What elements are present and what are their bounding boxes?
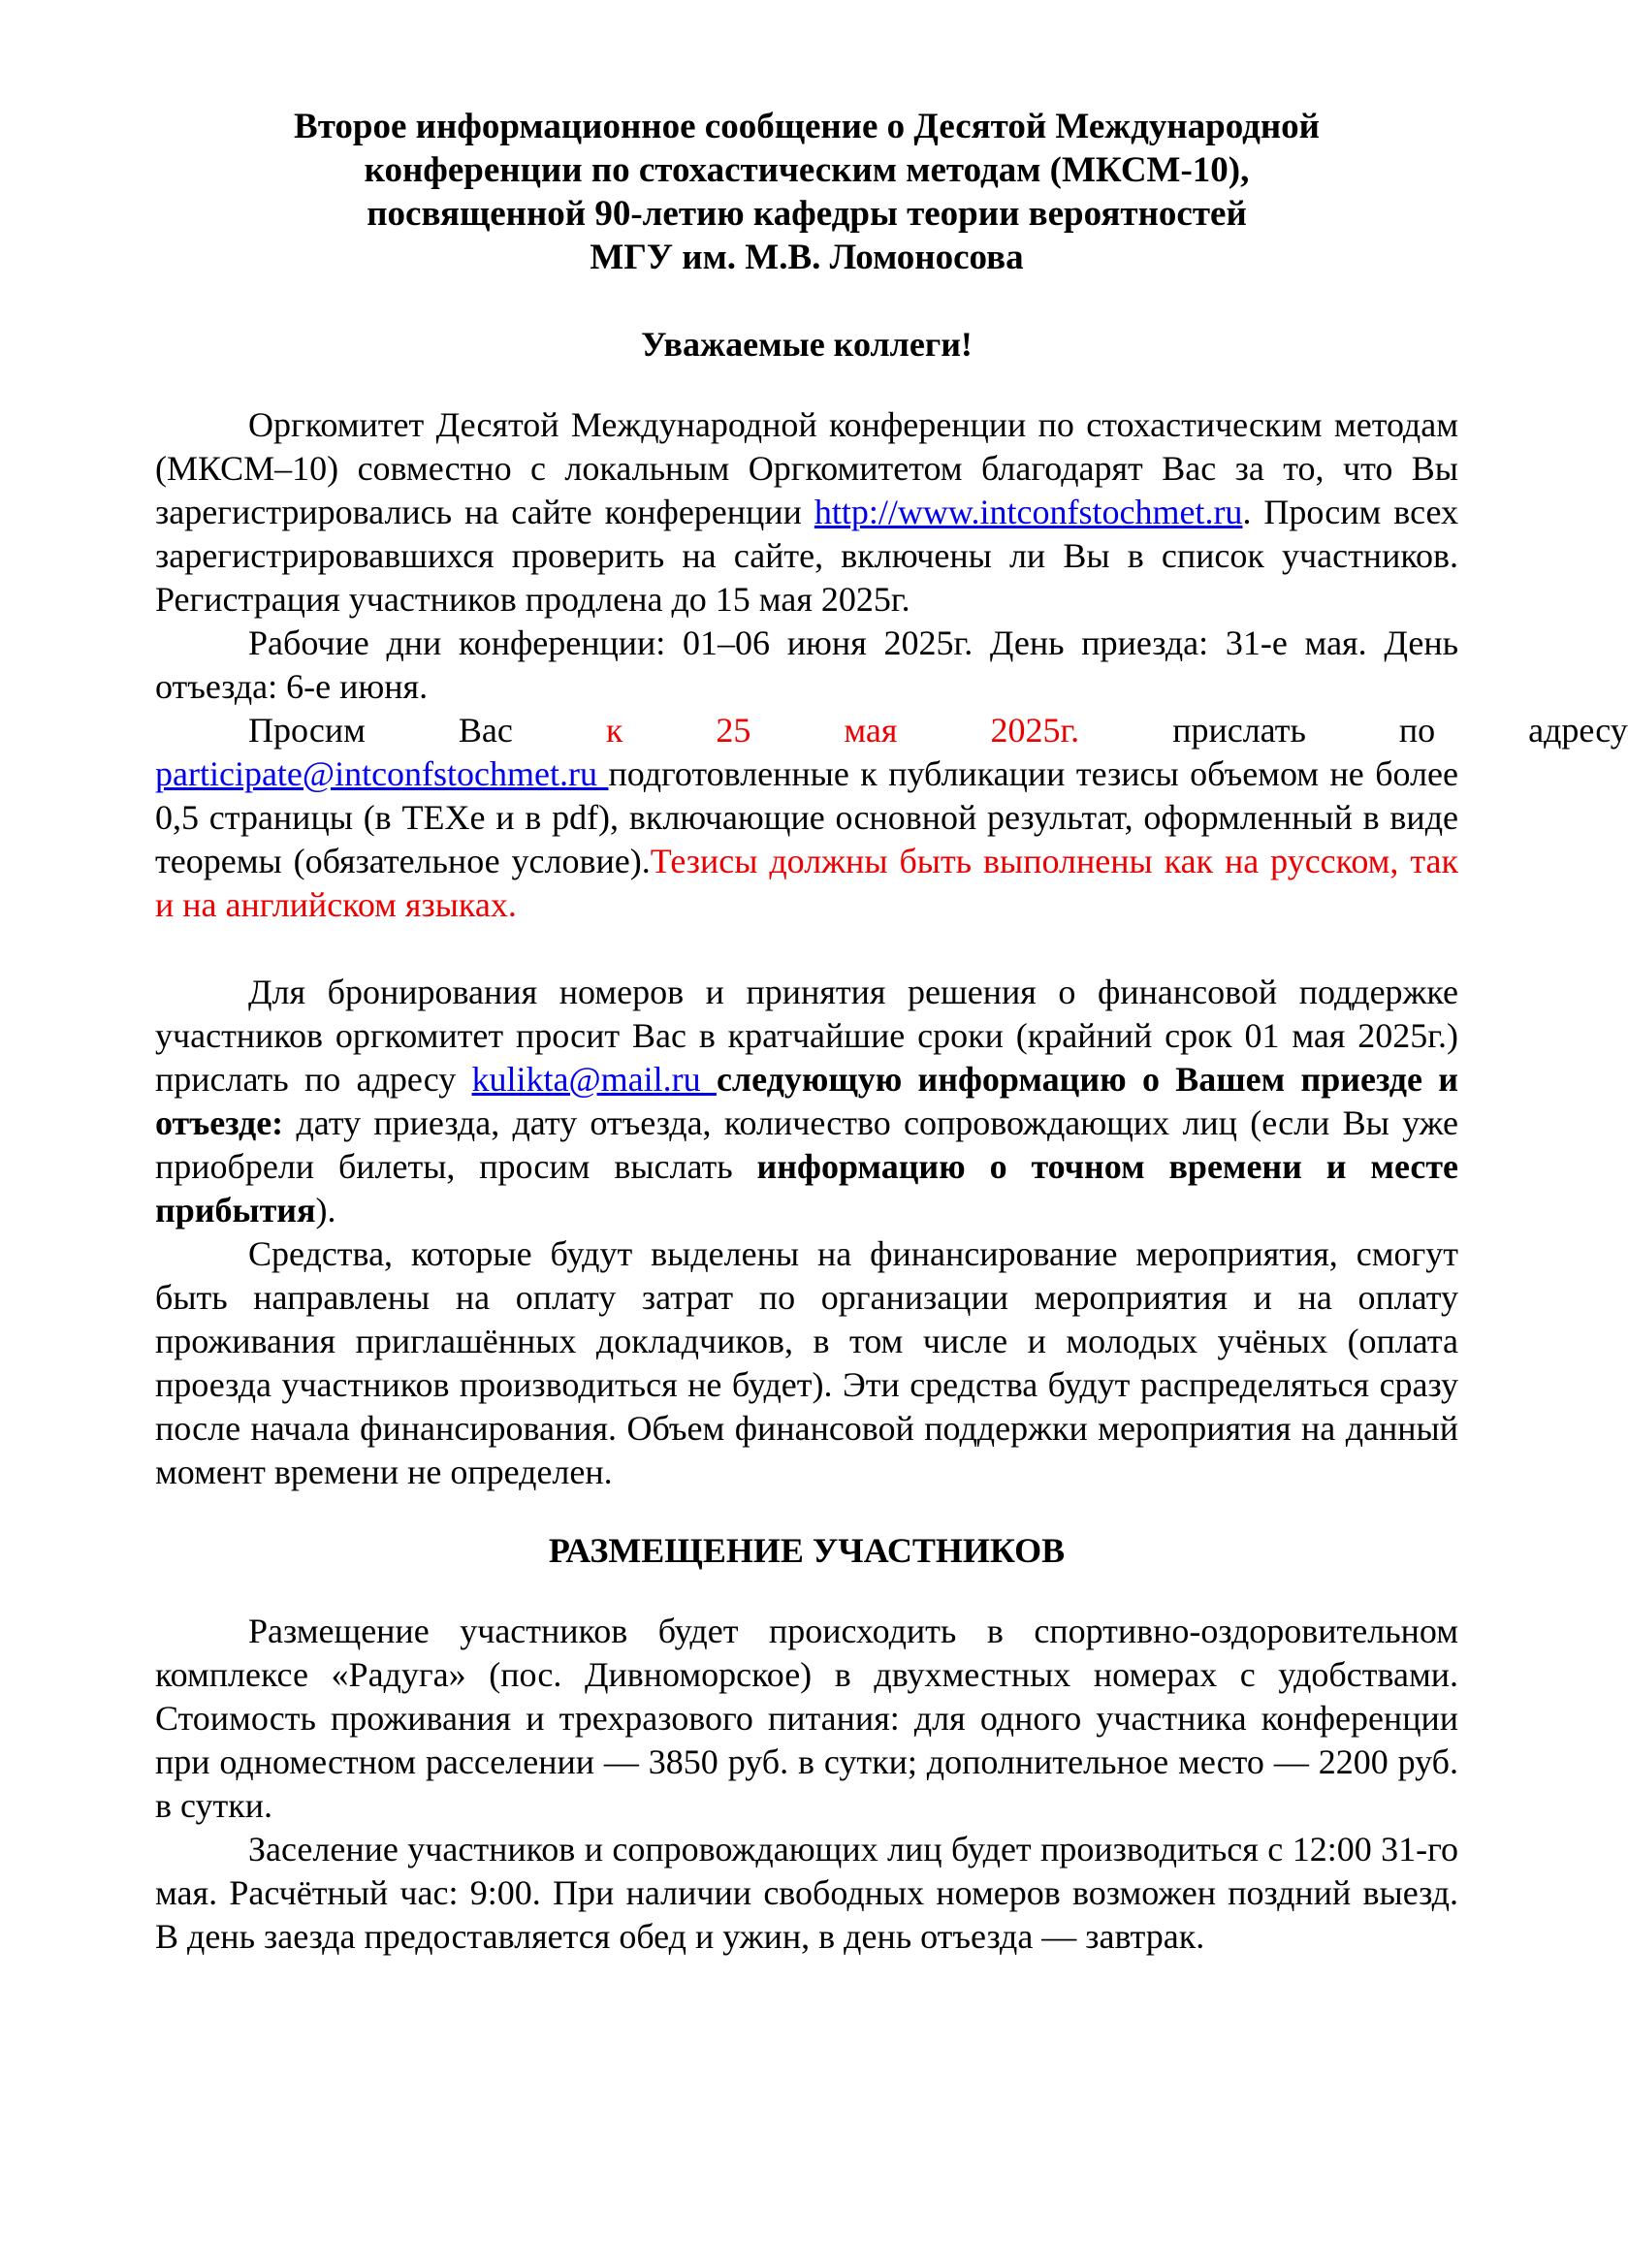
deadline-word: мая [844, 711, 898, 750]
word: Вас [458, 711, 513, 750]
paragraph-text: Оргкомитет Десятой Международной конференции по стохастическим методам (МКСМ–10) совместно с локальным Оргкомитетом благодарят Вас за то, что Вы зарегистрировались на сайте конференции [155, 405, 1458, 531]
section-title-accommodation: РАЗМЕЩЕНИЕ УЧАСТНИКОВ [548, 1531, 1066, 1570]
paragraph-dates: Рабочие дни конференции: 01–06 июня 2025г. День приезда: 31-е мая. День отъезда: 6-е июня. [155, 623, 1458, 706]
bold-text: следующую информацию о Вашем приезде и отъезде: [155, 1060, 1459, 1142]
paragraph-booking [155, 971, 1458, 1232]
conference-website-link[interactable]: http://www.intconfstochmet.ru [814, 493, 1243, 531]
participate-email-link[interactable]: participate@intconfstochmet.ru [155, 754, 609, 793]
paragraph-text: Для бронирования номеров и принятия решения о финансовой поддержке участников оргкомитет просит Вас в кратчайшие сроки (крайний срок 01 мая 2025г.) прислать по адресу [155, 973, 1458, 1099]
word: адресу [1528, 711, 1628, 750]
bold-text: информацию о точном времени и месте прибытия [155, 1147, 1459, 1230]
title-line: посвященной 90-летию кафедры теории вероятностей [367, 194, 1247, 234]
kulikta-email-link[interactable]: kulikta@mail.ru [471, 1060, 717, 1099]
title-line: МГУ им. М.В. Ломоносова [590, 238, 1024, 277]
paragraph-text: . Просим всех зарегистрировавшихся проверить на сайте, включены ли Вы в список участников. Регистрация участников продлена до 15 мая 2025г. [155, 493, 1458, 619]
greeting: Уважаемые коллеги! [641, 325, 973, 364]
paragraph-check-in: Заселение участников и сопровождающих лиц будет производиться с 12:00 31-го мая. Расчётный час: 9:00. При наличии свободных номеров возможен поздний выезд. В день заезда предоставляется обед и ужин, в день отъезда — завтрак. [155, 1830, 1458, 1956]
paragraph-abstracts [155, 709, 1628, 927]
paragraph-registration [155, 403, 1458, 622]
deadline-word: 25 [716, 711, 751, 750]
language-requirement-note: Тезисы должны быть выполнены как на русском, так и на английском языках. [155, 842, 1458, 924]
word: по [1398, 711, 1436, 750]
title-line: конференции по стохастическим методам (МКСМ-10), [364, 150, 1250, 190]
paragraph-funding: Средства, которые будут выделены на финансирование мероприятия, смогут быть направлены на оплату затрат по организации мероприятия и на оплату проживания приглашённых докладчиков, в том числе и молодых учёных (оплата проезда участников производиться не будет). Эти средства будут распределяться сразу после начала финансирования. Объем финансовой поддержки мероприятия на данный момент времени не определен. [155, 1234, 1458, 1491]
deadline-word: 2025г. [990, 711, 1080, 750]
document-title [155, 105, 1458, 279]
paragraph-text: ). [315, 1191, 336, 1230]
paragraph-text: дату приезда, дату отъезда, количество сопровождающих лиц (если Вы уже приобрели билеты, просим выслать [155, 1103, 1458, 1186]
justified-line [155, 709, 1628, 752]
paragraph-text: подготовленные к публикации тезисы объемом не более 0,5 страницы (в TEXe и в pdf), включающие основной результат, оформленный в виде теоремы (обязательное условие). [155, 754, 1458, 880]
word: Просим [248, 711, 366, 750]
document-page [155, 105, 1628, 1959]
paragraph-accommodation: Размещение участников будет происходить в спортивно-оздоровительном комплексе «Радуга» (пос. Дивноморское) в двухместных номерах с удобствами. Стоимость проживания и трехразового питания: для одного участника конференции при одноместном расселении — 3850 руб. в сутки; дополнительное место — 2200 руб. в сутки. [155, 1612, 1458, 1825]
title-line: Второе информационное сообщение о Десятой Международной [294, 107, 1320, 146]
word: прислать [1172, 711, 1306, 750]
deadline-word: к [605, 711, 623, 750]
